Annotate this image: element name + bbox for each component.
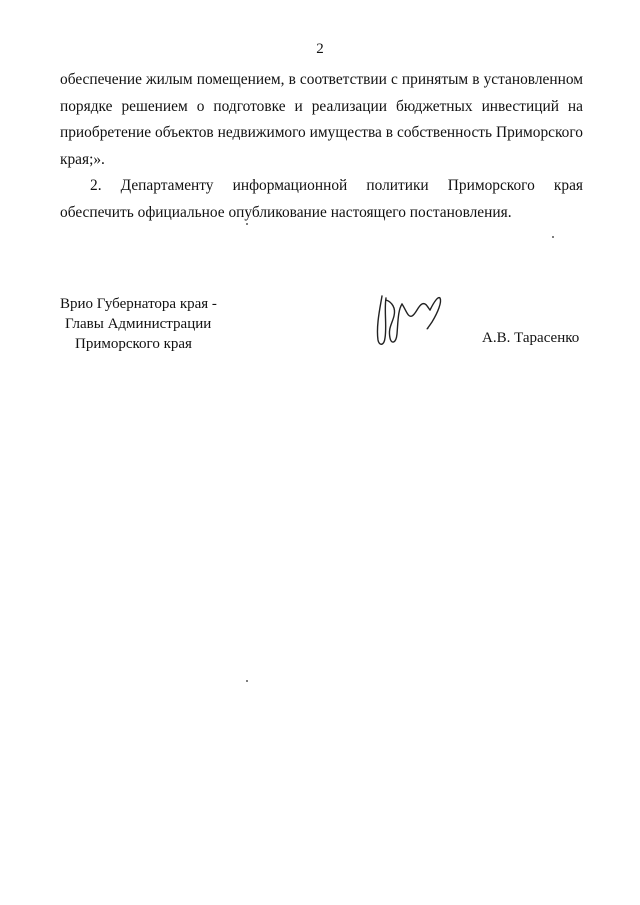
position-line: Приморского края xyxy=(75,336,192,352)
signatory-position xyxy=(60,294,217,354)
paragraph-continuation: обеспечение жилым помещением, в соответствии с принятым в установленном порядке решением о подготовке и реализации бюджетных инвестиций на приобретение объектов недвижимого имущества в собственность Приморского края;». xyxy=(60,71,583,168)
paragraph-item-2: 2. Департаменту информационной политики Приморского края обеспечить официальное опубликование настоящего постановления. xyxy=(60,177,583,221)
position-line: Врио Губернатора края - xyxy=(60,296,217,312)
scan-speck xyxy=(552,236,554,238)
position-line: Главы Администрации xyxy=(65,316,212,332)
handwritten-signature xyxy=(368,288,448,352)
page-number: 2 xyxy=(316,41,324,57)
document-body xyxy=(60,67,583,226)
scan-speck xyxy=(246,223,248,225)
scan-speck xyxy=(246,680,248,682)
signer-name: А.В. Тарасенко xyxy=(482,330,580,346)
